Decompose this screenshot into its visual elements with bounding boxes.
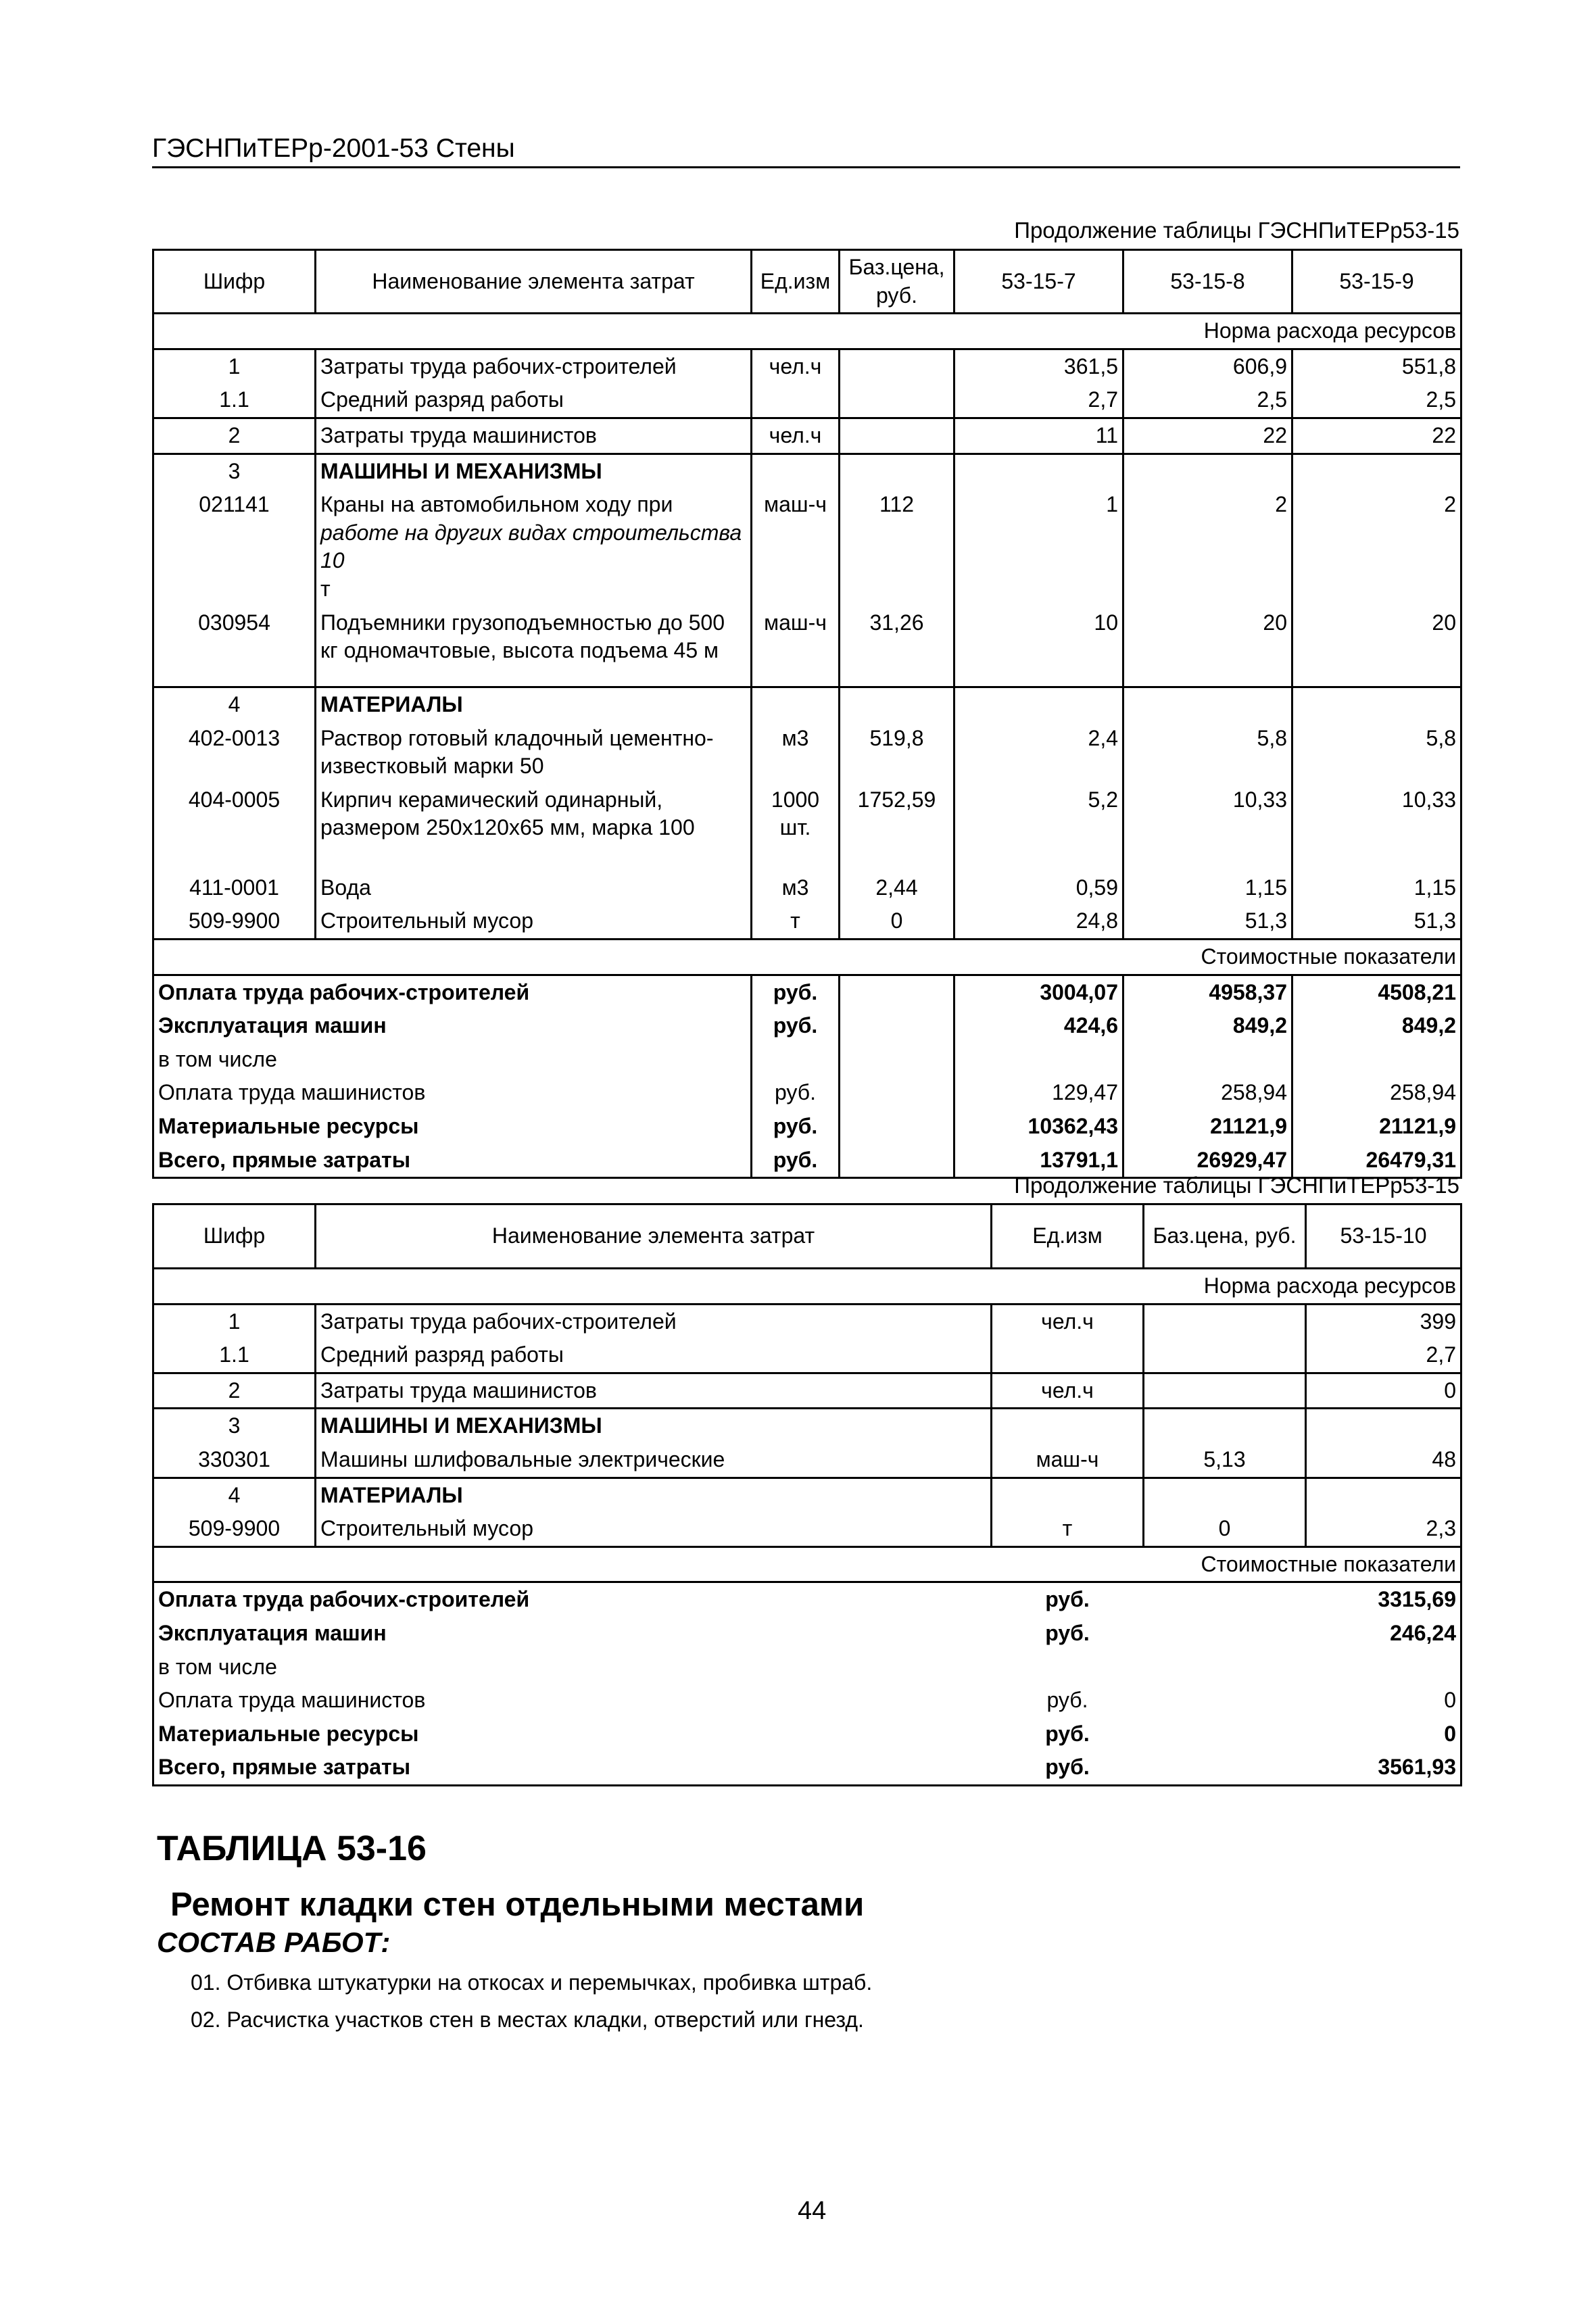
row-value-1: 0,59 xyxy=(954,871,1123,905)
row-value-1: 24,8 xyxy=(954,904,1123,939)
row-name: Средний разряд работы xyxy=(316,383,752,418)
row-value-1: 0 xyxy=(1306,1373,1461,1409)
cost-value-1: 0 xyxy=(1306,1717,1461,1751)
row-value-1: 2,7 xyxy=(1306,1338,1461,1373)
row-value-3: 551,8 xyxy=(1292,349,1461,383)
row-value-3: 20 xyxy=(1292,606,1461,687)
table-row xyxy=(153,488,1461,606)
cost-unit xyxy=(992,1651,1144,1684)
row-unit: чел.ч xyxy=(992,1373,1144,1409)
row-value-2: 1,15 xyxy=(1123,871,1292,905)
row-code: 509-9900 xyxy=(153,904,316,939)
section-row-materials xyxy=(153,1478,1461,1512)
row-code: 330301 xyxy=(153,1443,316,1478)
cost-unit: руб. xyxy=(752,1144,840,1178)
row-name-line: кг одномачтовые, высота подъема 45 м xyxy=(320,638,719,663)
row-code: 411-0001 xyxy=(153,871,316,905)
cost-name: Материальные ресурсы xyxy=(153,1717,992,1751)
row-price: 31,26 xyxy=(840,606,954,687)
row-price: 1752,59 xyxy=(840,783,954,871)
row-code: 4 xyxy=(153,687,316,722)
cost-unit: руб. xyxy=(992,1751,1144,1785)
header-code: Шифр xyxy=(153,250,316,314)
norma-row xyxy=(153,314,1461,349)
table-row xyxy=(153,1373,1461,1409)
row-name: Строительный мусор xyxy=(316,1512,992,1546)
cost-value-1: 129,47 xyxy=(954,1076,1123,1110)
row-code: 1 xyxy=(153,1304,316,1338)
row-value-1: 11 xyxy=(954,418,1123,454)
row-name-line: Раствор готовый кладочный цементно- xyxy=(320,725,714,750)
cost-name: Материальные ресурсы xyxy=(153,1110,752,1144)
row-unit: м3 xyxy=(752,871,840,905)
cost-row xyxy=(153,1076,1461,1110)
row-value-3: 2,5 xyxy=(1292,383,1461,418)
header-unit: Ед.изм xyxy=(992,1204,1144,1269)
row-price xyxy=(1144,1373,1306,1409)
table-row xyxy=(153,383,1461,418)
row-value-2: 22 xyxy=(1123,418,1292,454)
header-price-line1: Баз.цена, xyxy=(848,255,945,279)
cost-row xyxy=(153,1617,1461,1651)
table-row xyxy=(153,418,1461,454)
table2-caption: Продолжение таблицы ГЭСНПиТЕРр53-15 xyxy=(1014,1173,1459,1198)
row-unit: чел.ч xyxy=(992,1304,1144,1338)
row-unit: чел.ч xyxy=(752,349,840,383)
row-value-3: 22 xyxy=(1292,418,1461,454)
cost-unit: руб. xyxy=(1045,1620,1090,1645)
header-price xyxy=(840,250,954,314)
header-price: Баз.цена, руб. xyxy=(1144,1204,1306,1269)
row-price: 2,44 xyxy=(840,871,954,905)
cost-value-2: 26929,47 xyxy=(1123,1144,1292,1178)
cost-value-1: 3561,93 xyxy=(1306,1751,1461,1785)
cost-row xyxy=(153,1684,1461,1717)
row-name-line: Кирпич керамический одинарный, xyxy=(320,787,663,812)
cost-row-total xyxy=(153,1751,1461,1785)
row-value-2: 5,8 xyxy=(1123,722,1292,783)
section-row-machines xyxy=(153,454,1461,488)
row-value-1: 399 xyxy=(1306,1304,1461,1338)
header-name: Наименование элемента затрат xyxy=(316,250,752,314)
cost-name: Оплата труда рабочих-строителей xyxy=(153,975,752,1009)
cost-unit: руб. xyxy=(752,975,840,1009)
row-unit: маш-ч xyxy=(752,606,840,687)
row-value-1: 5,2 xyxy=(954,783,1123,871)
row-code: 2 xyxy=(153,418,316,454)
cost-value-2: 4958,37 xyxy=(1123,975,1292,1009)
cost-unit: руб. xyxy=(752,1076,840,1110)
cost-value-2: 849,2 xyxy=(1123,1009,1292,1043)
row-name-line: т xyxy=(320,576,331,601)
page-number: 44 xyxy=(798,2197,827,2225)
header-col-53-15-10: 53-15-10 xyxy=(1306,1204,1461,1269)
section-row-materials xyxy=(153,687,1461,722)
header-unit: Ед.изм xyxy=(752,250,840,314)
row-code: 3 xyxy=(153,1409,316,1443)
cost-row xyxy=(153,1009,1461,1043)
row-value-3: 2 xyxy=(1292,488,1461,606)
section-table-title: ТАБЛИЦА 53-16 xyxy=(157,1829,427,1868)
row-code: 3 xyxy=(153,454,316,488)
row-name xyxy=(316,606,752,687)
cost-name: Всего, прямые затраты xyxy=(153,1751,992,1785)
row-price xyxy=(840,349,954,383)
cost-unit: руб. xyxy=(1045,1587,1090,1612)
section-row-machines xyxy=(153,1409,1461,1443)
row-unit: маш-ч xyxy=(992,1443,1144,1478)
table2-header-row xyxy=(153,1204,1461,1269)
row-value-2: 2,5 xyxy=(1123,383,1292,418)
row-price: 112 xyxy=(840,488,954,606)
row-name: Вода xyxy=(316,871,752,905)
cost-value-1: 3004,07 xyxy=(954,975,1123,1009)
row-name: Затраты труда рабочих-строителей xyxy=(316,349,752,383)
cost-header-label: Стоимостные показатели xyxy=(153,1546,1461,1582)
table-row xyxy=(153,1304,1461,1338)
header-col-53-15-9: 53-15-9 xyxy=(1292,250,1461,314)
cost-value-3 xyxy=(1292,1043,1461,1077)
row-unit-line: шт. xyxy=(779,815,811,840)
table-row xyxy=(153,783,1461,871)
cost-name: Оплата труда рабочих-строителей xyxy=(153,1582,992,1617)
cost-value-1: 10362,43 xyxy=(954,1110,1123,1144)
cost-value-3: 849,2 xyxy=(1292,1009,1461,1043)
table1-header-row xyxy=(153,250,1461,314)
row-unit: т xyxy=(992,1512,1144,1546)
row-value-1: 2,4 xyxy=(954,722,1123,783)
row-price xyxy=(1144,1304,1306,1338)
cost-row xyxy=(153,1651,1461,1684)
row-code: 402-0013 xyxy=(153,722,316,783)
work-item: 01. Отбивка штукатурки на откосах и перемычках, пробивка штраб. xyxy=(191,1970,873,1995)
row-price xyxy=(840,418,954,454)
row-value-1: 361,5 xyxy=(954,349,1123,383)
cost-name: в том числе xyxy=(153,1043,752,1077)
row-name-line: Краны на автомобильном ходу при xyxy=(320,492,673,517)
row-price: 5,13 xyxy=(1144,1443,1306,1478)
cost-value-2: 21121,9 xyxy=(1123,1110,1292,1144)
work-item: 02. Расчистка участков стен в местах кладки, отверстий или гнезд. xyxy=(191,2007,864,2032)
header-name: Наименование элемента затрат xyxy=(316,1204,992,1269)
header-divider xyxy=(152,166,1460,168)
cost-name: Оплата труда машинистов xyxy=(153,1076,752,1110)
row-name-line: работе на других видах строительства 10 xyxy=(320,520,742,573)
header-col-53-15-8: 53-15-8 xyxy=(1123,250,1292,314)
section-title: МАШИНЫ И МЕХАНИЗМЫ xyxy=(316,1409,992,1443)
cost-unit: руб. xyxy=(752,1110,840,1144)
cost-row xyxy=(153,1110,1461,1144)
cost-name: Эксплуатация машин xyxy=(153,1009,752,1043)
norma-label: Норма расхода ресурсов xyxy=(153,1269,1461,1305)
cost-unit: руб. xyxy=(1045,1721,1090,1746)
row-code: 1 xyxy=(153,349,316,383)
row-code: 509-9900 xyxy=(153,1512,316,1546)
table-row xyxy=(153,349,1461,383)
table1-caption: Продолжение таблицы ГЭСНПиТЕРр53-15 xyxy=(1014,218,1459,243)
row-name xyxy=(316,783,752,871)
cost-value-2: 258,94 xyxy=(1123,1076,1292,1110)
document-header: ГЭСНПиТЕРр-2001-53 Стены xyxy=(152,134,515,163)
row-name: Затраты труда машинистов xyxy=(316,1373,992,1409)
row-code: 2 xyxy=(153,1373,316,1409)
cost-value-1: 13791,1 xyxy=(954,1144,1123,1178)
row-value-1: 1 xyxy=(954,488,1123,606)
cost-name: в том числе xyxy=(153,1651,992,1684)
row-name-line: размером 250х120х65 мм, марка 100 xyxy=(320,815,695,840)
row-code: 021141 xyxy=(153,488,316,606)
table-row xyxy=(153,1443,1461,1478)
section-title: МАТЕРИАЛЫ xyxy=(316,687,752,722)
table2-resources xyxy=(152,1203,1462,1786)
row-code: 4 xyxy=(153,1478,316,1512)
row-name: Машины шлифовальные электрические xyxy=(316,1443,992,1478)
row-unit xyxy=(752,383,840,418)
cost-name: Всего, прямые затраты xyxy=(153,1144,752,1178)
row-unit: чел.ч xyxy=(752,418,840,454)
row-unit: т xyxy=(752,904,840,939)
table1-resources xyxy=(152,249,1462,1179)
row-value-3: 10,33 xyxy=(1292,783,1461,871)
header-price-line2: руб. xyxy=(875,283,917,308)
cost-value-1: 424,6 xyxy=(954,1009,1123,1043)
table-row xyxy=(153,722,1461,783)
norma-row xyxy=(153,1269,1461,1305)
row-name: Строительный мусор xyxy=(316,904,752,939)
table-row xyxy=(153,1338,1461,1373)
cost-value-3: 26479,31 xyxy=(1292,1144,1461,1178)
row-code: 1.1 xyxy=(153,383,316,418)
cost-header-label: Стоимостные показатели xyxy=(153,940,1461,975)
row-code: 030954 xyxy=(153,606,316,687)
section-sostav-heading: СОСТАВ РАБОТ: xyxy=(157,1926,391,1958)
row-unit-line: 1000 xyxy=(771,787,820,812)
row-value-2: 20 xyxy=(1123,606,1292,687)
cost-value-1: 0 xyxy=(1306,1684,1461,1717)
cost-row xyxy=(153,1717,1461,1751)
table-row xyxy=(153,1512,1461,1546)
row-unit: маш-ч xyxy=(752,488,840,606)
cost-value-1 xyxy=(1306,1651,1461,1684)
table-row xyxy=(153,606,1461,687)
row-name: Средний разряд работы xyxy=(316,1338,992,1373)
row-unit xyxy=(992,1338,1144,1373)
row-code: 1.1 xyxy=(153,1338,316,1373)
cost-row xyxy=(153,975,1461,1009)
row-value-2: 51,3 xyxy=(1123,904,1292,939)
cost-value-1: 3315,69 xyxy=(1306,1582,1461,1617)
cost-unit: руб. xyxy=(1046,1688,1088,1713)
cost-value-1: 246,24 xyxy=(1306,1617,1461,1651)
row-name xyxy=(316,722,752,783)
cost-value-3: 21121,9 xyxy=(1292,1110,1461,1144)
cost-value-2 xyxy=(1123,1043,1292,1077)
row-unit: м3 xyxy=(752,722,840,783)
header-code: Шифр xyxy=(153,1204,316,1269)
table-row xyxy=(153,871,1461,905)
cost-row xyxy=(153,1043,1461,1077)
section-subtitle: Ремонт кладки стен отдельными местами xyxy=(170,1886,865,1923)
row-name: Затраты труда рабочих-строителей xyxy=(316,1304,992,1338)
cost-value-3: 4508,21 xyxy=(1292,975,1461,1009)
cost-row xyxy=(153,1582,1461,1617)
row-value-3: 1,15 xyxy=(1292,871,1461,905)
cost-header-row xyxy=(153,1546,1461,1582)
row-name-line: Подъемники грузоподъемностью до 500 xyxy=(320,610,725,635)
row-value-2: 606,9 xyxy=(1123,349,1292,383)
cost-unit: руб. xyxy=(752,1009,840,1043)
row-value-3: 5,8 xyxy=(1292,722,1461,783)
cost-value-1 xyxy=(954,1043,1123,1077)
row-value-3: 51,3 xyxy=(1292,904,1461,939)
row-unit xyxy=(752,783,840,871)
section-title: МАШИНЫ И МЕХАНИЗМЫ xyxy=(316,454,752,488)
section-title: МАТЕРИАЛЫ xyxy=(316,1478,992,1512)
cost-value-3: 258,94 xyxy=(1292,1076,1461,1110)
row-value-2: 2 xyxy=(1123,488,1292,606)
cost-header-row xyxy=(153,940,1461,975)
row-value-1: 2,3 xyxy=(1306,1512,1461,1546)
table-row xyxy=(153,904,1461,939)
row-price xyxy=(840,383,954,418)
row-name: Затраты труда машинистов xyxy=(316,418,752,454)
row-code: 404-0005 xyxy=(153,783,316,871)
row-name xyxy=(316,488,752,606)
row-price xyxy=(1144,1338,1306,1373)
row-value-1: 2,7 xyxy=(954,383,1123,418)
row-price: 519,8 xyxy=(840,722,954,783)
norma-label: Норма расхода ресурсов xyxy=(153,314,1461,349)
cost-name: Оплата труда машинистов xyxy=(153,1684,992,1717)
row-value-2: 10,33 xyxy=(1123,783,1292,871)
row-price: 0 xyxy=(840,904,954,939)
row-value-1: 10 xyxy=(954,606,1123,687)
cost-unit xyxy=(752,1043,840,1077)
header-col-53-15-7: 53-15-7 xyxy=(954,250,1123,314)
row-name-line: известковый марки 50 xyxy=(320,754,544,779)
row-price: 0 xyxy=(1144,1512,1306,1546)
row-value-1: 48 xyxy=(1306,1443,1461,1478)
cost-name: Эксплуатация машин xyxy=(153,1617,992,1651)
